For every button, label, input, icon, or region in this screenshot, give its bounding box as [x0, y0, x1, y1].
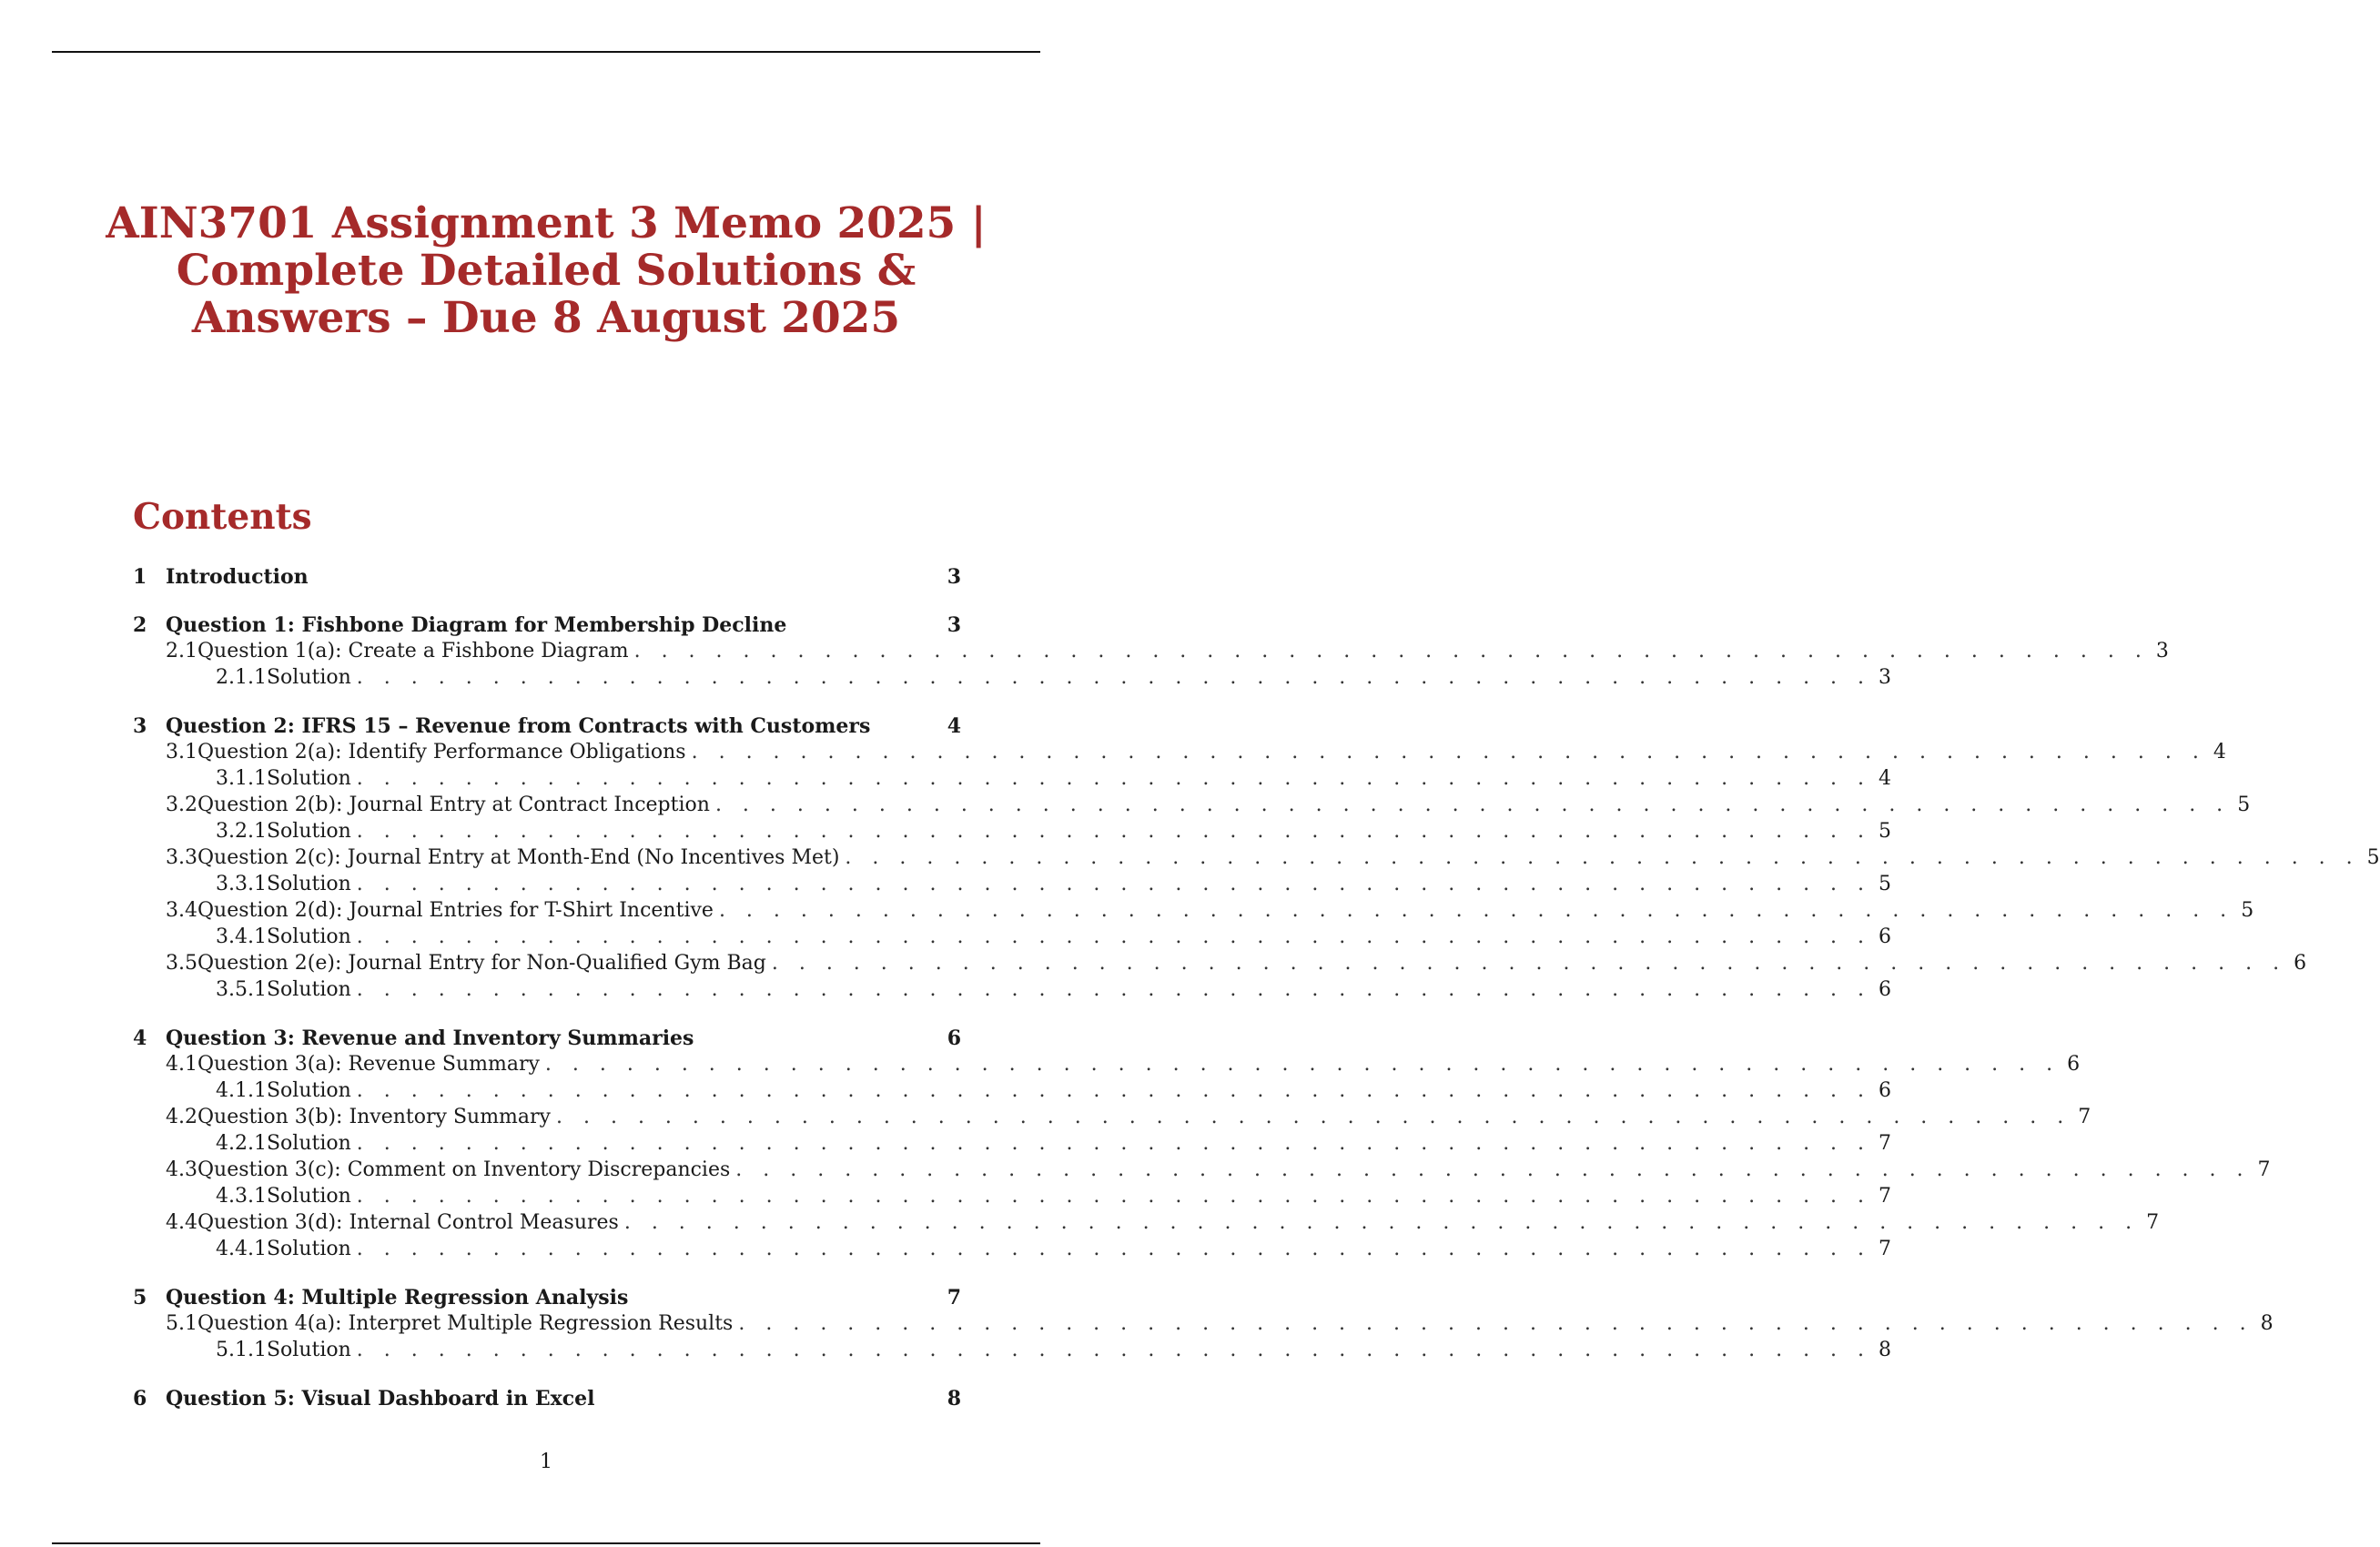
toc-subsubsection-entry[interactable]: [133, 871, 1892, 897]
toc-dot-leader: . . . . . . . . . . . . . . . . . . . . . . . . . . . . . . . . . . . . . . . . . . . . . . . . . . . . . . . .: [356, 1238, 1872, 1260]
document-title: [55, 200, 1038, 342]
toc-entry-title: Question 2(c): Journal Entry at Month-End (No Incentives Met): [197, 846, 840, 869]
toc-section-title: Introduction: [166, 565, 309, 589]
toc-entry-page: 7: [1879, 1132, 1892, 1155]
toc-dot-leader: . . . . . . . . . . . . . . . . . . . . . . . . . . . . . . . . . . . . . . . . . . . . . . . . . . . . . . . .: [356, 666, 1872, 689]
title-line: Complete Detailed Solutions &: [176, 246, 917, 296]
toc-section-entry[interactable]: [133, 612, 961, 638]
toc-subsection-entry[interactable]: [133, 950, 2307, 976]
toc-entry-page: 7: [2146, 1211, 2160, 1234]
title-line: AIN3701 Assignment 3 Memo 2025 |: [106, 198, 987, 248]
toc-subsection-entry[interactable]: [133, 1157, 2271, 1183]
toc-dot-leader: . . . . . . . . . . . . . . . . . . . . . . . . . . . . . . . . . . . . . . . . . . . . . . . . . . . . . . . .: [544, 1053, 2061, 1076]
toc-entry-page: 6: [1879, 925, 1892, 948]
toc-entry-page: 4: [1879, 767, 1892, 790]
toc-entry-page: 5: [1879, 873, 1892, 895]
toc-entry-number: 4.1.1: [216, 1079, 267, 1102]
toc-subsection-entry[interactable]: [133, 1310, 2274, 1337]
toc-dot-leader: . . . . . . . . . . . . . . . . . . . . . . . . . . . . . . . . . . . . . . . . . . . . . . . . . . . . . . . .: [771, 952, 2287, 975]
toc-entry-title: Question 3(c): Comment on Inventory Discrepancies: [197, 1158, 731, 1181]
toc-entry-number: 4.4.1: [216, 1238, 267, 1260]
toc-entry-number: 3.5: [166, 952, 197, 975]
toc-dot-leader: . . . . . . . . . . . . . . . . . . . . . . . . . . . . . . . . . . . . . . . . . . . . . . . . . . . . . . . .: [691, 741, 2206, 763]
toc-subsubsection-entry[interactable]: [133, 1077, 1892, 1104]
toc-entry-number: 3.3: [166, 846, 197, 869]
toc-subsection-entry[interactable]: [133, 1051, 2081, 1077]
toc-section-page: 6: [947, 1026, 961, 1050]
toc-entry-page: 7: [2257, 1158, 2271, 1181]
toc-entry-number: 4.2: [166, 1106, 197, 1128]
toc-section-number: 4: [133, 1026, 147, 1050]
toc-subsubsection-entry[interactable]: [133, 818, 1892, 844]
footer-rule: [52, 1542, 1040, 1544]
toc-entry-number: 2.1.1: [216, 666, 267, 689]
toc-section-number: 1: [133, 565, 147, 589]
toc-entry-title: Question 2(a): Identify Performance Obligations: [197, 741, 686, 763]
toc-entry-page: 5: [1879, 820, 1892, 843]
toc-subsubsection-entry[interactable]: [133, 1183, 1892, 1209]
toc-entry-number: 3.1: [166, 741, 197, 763]
toc-entry-page: 5: [2241, 899, 2254, 922]
toc-entry-number: 4.1: [166, 1053, 197, 1076]
toc-entry-title: Question 4(a): Interpret Multiple Regression Results: [197, 1312, 734, 1335]
toc-dot-leader: . . . . . . . . . . . . . . . . . . . . . . . . . . . . . . . . . . . . . . . . . . . . . . . . . . . . . . . .: [718, 899, 2234, 922]
toc-subsection-entry[interactable]: [133, 1104, 2091, 1130]
toc-section-page: 7: [947, 1286, 961, 1309]
toc-entry-page: 6: [1879, 978, 1892, 1001]
toc-section-entry[interactable]: [133, 564, 961, 590]
toc-subsubsection-entry[interactable]: [133, 1236, 1892, 1262]
toc-entry-title: Solution: [266, 1339, 351, 1361]
toc-entry-title: Solution: [266, 1079, 351, 1102]
toc-entry-page: 7: [2078, 1106, 2091, 1128]
toc-subsection-entry[interactable]: [133, 638, 2169, 664]
toc-entry-page: 5: [2366, 846, 2380, 869]
toc-dot-leader: . . . . . . . . . . . . . . . . . . . . . . . . . . . . . . . . . . . . . . . . . . . . . . . . . . . . . . . .: [356, 978, 1872, 1001]
toc-subsubsection-entry[interactable]: [133, 924, 1892, 950]
toc-entry-page: 7: [1879, 1238, 1892, 1260]
toc-section-title: Question 2: IFRS 15 – Revenue from Contracts with Customers: [166, 714, 871, 738]
toc-entry-title: Solution: [266, 1132, 351, 1155]
toc-section-page: 4: [947, 714, 961, 738]
page-number: 1: [540, 1451, 552, 1473]
toc-entry-title: Question 2(d): Journal Entries for T-Shirt Incentive: [197, 899, 714, 922]
toc-section-number: 2: [133, 613, 147, 637]
toc-entry-page: 8: [2260, 1312, 2274, 1335]
toc-entry-page: 3: [2155, 640, 2169, 662]
toc-subsection-entry[interactable]: [133, 792, 2251, 818]
toc-subsubsection-entry[interactable]: [133, 976, 1892, 1003]
toc-subsubsection-entry[interactable]: [133, 765, 1892, 792]
toc-entry-title: Question 1(a): Create a Fishbone Diagram: [197, 640, 629, 662]
toc-entry-number: 4.2.1: [216, 1132, 267, 1155]
toc-dot-leader: . . . . . . . . . . . . . . . . . . . . . . . . . . . . . . . . . . . . . . . . . . . . . . . . . . . . . . . .: [356, 925, 1872, 948]
toc-dot-leader: . . . . . . . . . . . . . . . . . . . . . . . . . . . . . . . . . . . . . . . . . . . . . . . . . . . . . . . .: [356, 1185, 1872, 1208]
toc-section-title: Question 1: Fishbone Diagram for Membership Decline: [166, 613, 787, 637]
toc-entry-page: 6: [1879, 1079, 1892, 1102]
toc-section-entry[interactable]: [133, 713, 961, 739]
toc-dot-leader: . . . . . . . . . . . . . . . . . . . . . . . . . . . . . . . . . . . . . . . . . . . . . . . . . . . . . . . .: [633, 640, 2149, 662]
toc-section-number: 5: [133, 1286, 147, 1309]
toc-subsubsection-entry[interactable]: [133, 664, 1892, 691]
contents-heading: Contents: [133, 496, 312, 538]
toc-entry-title: Solution: [266, 978, 351, 1001]
toc-section-title: Question 4: Multiple Regression Analysis: [166, 1286, 629, 1309]
toc-entry-number: 4.3: [166, 1158, 197, 1181]
toc-dot-leader: . . . . . . . . . . . . . . . . . . . . . . . . . . . . . . . . . . . . . . . . . . . . . . . . . . . . . . . .: [735, 1158, 2251, 1181]
toc-subsection-entry[interactable]: [133, 897, 2254, 924]
title-line: Answers – Due 8 August 2025: [191, 293, 901, 343]
toc-dot-leader: . . . . . . . . . . . . . . . . . . . . . . . . . . . . . . . . . . . . . . . . . . . . . . . . . . . . . . . .: [738, 1312, 2253, 1335]
toc-entry-number: 3.5.1: [216, 978, 267, 1001]
toc-section-number: 6: [133, 1387, 147, 1410]
toc-entry-number: 3.1.1: [216, 767, 267, 790]
toc-entry-title: Solution: [266, 925, 351, 948]
toc-subsection-entry[interactable]: [133, 739, 2226, 765]
toc-entry-page: 6: [2067, 1053, 2081, 1076]
table-of-contents: [133, 564, 2380, 1411]
toc-entry-page: 8: [1879, 1339, 1892, 1361]
toc-section-entry[interactable]: [133, 1026, 961, 1051]
toc-dot-leader: . . . . . . . . . . . . . . . . . . . . . . . . . . . . . . . . . . . . . . . . . . . . . . . . . . . . . . . .: [714, 794, 2231, 816]
toc-entry-title: Question 3(a): Revenue Summary: [197, 1053, 540, 1076]
toc-dot-leader: . . . . . . . . . . . . . . . . . . . . . . . . . . . . . . . . . . . . . . . . . . . . . . . . . . . . . . . .: [356, 1132, 1872, 1155]
toc-subsection-entry[interactable]: [133, 1209, 2160, 1236]
toc-section-entry[interactable]: [133, 1285, 961, 1310]
toc-entry-number: 3.3.1: [216, 873, 267, 895]
toc-entry-title: Question 3(b): Inventory Summary: [197, 1106, 551, 1128]
toc-entry-title: Solution: [266, 666, 351, 689]
toc-entry-number: 4.4: [166, 1211, 197, 1234]
toc-entry-title: Solution: [266, 767, 351, 790]
toc-section-entry[interactable]: [133, 1386, 961, 1411]
toc-dot-leader: . . . . . . . . . . . . . . . . . . . . . . . . . . . . . . . . . . . . . . . . . . . . . . . . . . . . . . . .: [555, 1106, 2071, 1128]
toc-subsubsection-entry[interactable]: [133, 1337, 1892, 1363]
toc-entry-title: Question 2(b): Journal Entry at Contract Inception: [197, 794, 710, 816]
toc-entry-number: 5.1: [166, 1312, 197, 1335]
toc-section-page: 8: [947, 1387, 961, 1410]
toc-section-title: Question 5: Visual Dashboard in Excel: [166, 1387, 595, 1410]
toc-dot-leader: . . . . . . . . . . . . . . . . . . . . . . . . . . . . . . . . . . . . . . . . . . . . . . . . . . . . . . . .: [845, 846, 2360, 869]
toc-entry-number: 2.1: [166, 640, 197, 662]
toc-entry-page: 4: [2213, 741, 2226, 763]
toc-subsubsection-entry[interactable]: [133, 1130, 1892, 1157]
toc-entry-title: Question 2(e): Journal Entry for Non-Qualified Gym Bag: [197, 952, 766, 975]
toc-section-number: 3: [133, 714, 147, 738]
toc-section-title: Question 3: Revenue and Inventory Summaries: [166, 1026, 694, 1050]
toc-entry-number: 3.2: [166, 794, 197, 816]
toc-entry-number: 5.1.1: [216, 1339, 267, 1361]
toc-dot-leader: . . . . . . . . . . . . . . . . . . . . . . . . . . . . . . . . . . . . . . . . . . . . . . . . . . . . . . . .: [356, 1079, 1872, 1102]
toc-entry-title: Solution: [266, 820, 351, 843]
toc-entry-title: Solution: [266, 873, 351, 895]
toc-dot-leader: . . . . . . . . . . . . . . . . . . . . . . . . . . . . . . . . . . . . . . . . . . . . . . . . . . . . . . . .: [356, 767, 1872, 790]
toc-entry-number: 3.4.1: [216, 925, 267, 948]
toc-entry-title: Question 3(d): Internal Control Measures: [197, 1211, 619, 1234]
toc-subsection-entry[interactable]: [133, 844, 2380, 871]
toc-section-page: 3: [947, 565, 961, 589]
toc-section-page: 3: [947, 613, 961, 637]
toc-entry-page: 6: [2294, 952, 2307, 975]
header-rule: [52, 51, 1040, 53]
toc-entry-page: 3: [1879, 666, 1892, 689]
toc-entry-number: 3.2.1: [216, 820, 267, 843]
toc-dot-leader: . . . . . . . . . . . . . . . . . . . . . . . . . . . . . . . . . . . . . . . . . . . . . . . . . . . . . . . .: [356, 820, 1872, 843]
toc-dot-leader: . . . . . . . . . . . . . . . . . . . . . . . . . . . . . . . . . . . . . . . . . . . . . . . . . . . . . . . .: [356, 1339, 1872, 1361]
toc-entry-page: 5: [2237, 794, 2251, 816]
toc-dot-leader: . . . . . . . . . . . . . . . . . . . . . . . . . . . . . . . . . . . . . . . . . . . . . . . . . . . . . . . .: [356, 873, 1872, 895]
toc-entry-number: 4.3.1: [216, 1185, 267, 1208]
toc-entry-title: Solution: [266, 1185, 351, 1208]
toc-entry-number: 3.4: [166, 899, 197, 922]
toc-dot-leader: . . . . . . . . . . . . . . . . . . . . . . . . . . . . . . . . . . . . . . . . . . . . . . . . . . . . . . . .: [623, 1211, 2140, 1234]
toc-entry-page: 7: [1879, 1185, 1892, 1208]
toc-entry-title: Solution: [266, 1238, 351, 1260]
